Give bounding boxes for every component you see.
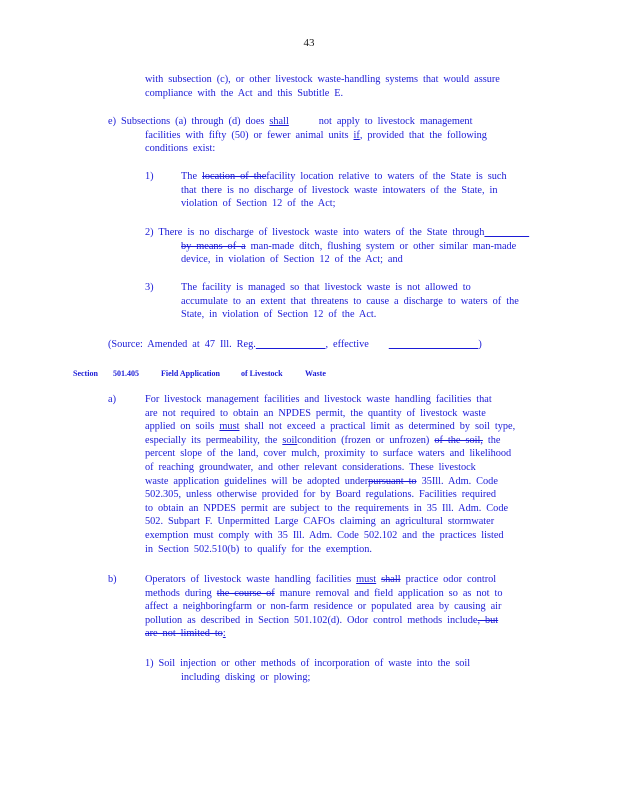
text-line: [145, 573, 529, 587]
text-run: The: [181, 171, 198, 182]
text-line: [145, 434, 529, 448]
text-line: conditions exist:: [145, 143, 216, 155]
deleted-text: are not limited to: [145, 628, 223, 640]
subsection-e-item-3: [181, 281, 539, 322]
inserted-text: must: [356, 574, 377, 585]
text-run: facility location relative to waters of the State is such: [266, 171, 507, 182]
text-line: [145, 420, 529, 434]
text-line: 1) Soil injection or other methods of incorporation of waste into the soil: [145, 658, 471, 669]
text-line: [145, 614, 529, 628]
text-run: practice odor control: [405, 574, 497, 585]
section-heading: [73, 367, 326, 381]
text-line: [145, 226, 535, 240]
page-number: 43: [303, 37, 315, 49]
inserted-blank: [484, 227, 529, 238]
text-run: manure removal and field application so as not to: [279, 587, 503, 599]
source-note: [108, 338, 482, 352]
text-run: condition (frozen or unfrozen): [297, 434, 430, 446]
paragraph-label: b): [108, 574, 117, 585]
subsection-e-mid: not apply to livestock management: [318, 116, 473, 127]
text-run: shall not exceed a practical limit as determined by soil type,: [244, 421, 516, 433]
section-title: Waste: [305, 369, 326, 378]
text-run: (Source: Amended at 47 Ill. Reg.: [108, 339, 256, 350]
item-label: 1): [145, 171, 154, 182]
text-run: , effective: [325, 339, 369, 350]
text-line: [145, 587, 529, 601]
text-line: that there is no discharge of livestock waste intowaters of the State, in: [181, 184, 498, 196]
text-line: The facility is managed so that livestock waste is not allowed to: [181, 282, 471, 293]
section-title: Field Application: [161, 369, 220, 378]
text-line: 502. Subpart F. Unpermitted Large CAFOs claiming an agricultural stormwater: [145, 516, 495, 528]
text-run: pollution as described in Section 501.102(d). Odor control methods include: [145, 614, 478, 626]
inserted-text: shall: [269, 116, 289, 127]
text-line: [145, 240, 535, 254]
paragraph-a: [145, 393, 529, 556]
text-line: [145, 627, 529, 641]
text-run: the: [487, 434, 501, 446]
section-word: Section: [73, 369, 98, 378]
text-run: facilities with fifty (50) or fewer animal units: [145, 129, 349, 141]
text-line: State, in violation of Section 12 of the Act.: [181, 309, 377, 321]
deleted-text: by means of a: [181, 240, 246, 252]
subsection-e-prefix: e) Subsections (a) through (d) does: [108, 116, 265, 127]
deleted-text: the course of: [216, 587, 275, 599]
section-title: of Livestock: [241, 369, 283, 378]
inserted-text: if: [353, 129, 360, 141]
text-line: exemption must comply with 35 Ill. Adm. Code 502.102 and the practices listed: [145, 529, 504, 541]
intro-paragraph: [145, 73, 529, 100]
text-line: of reaching groundwater, and other relevant considerations. These livestock: [145, 461, 476, 473]
text-run: 35Ill. Adm. Code: [421, 475, 498, 487]
text-line: 502.305, unless otherwise provided for by Board regulations. Facilities required: [145, 489, 497, 501]
text-line: to obtain an NPDES permit are subject to the requirements in 35 Ill. Adm. Code: [145, 502, 509, 514]
deleted-text: pursuant to: [368, 475, 417, 487]
text-line: affect a neighboringfarm or non-farm residence or populated area by causing air: [145, 601, 502, 613]
text-line: [108, 338, 482, 352]
paragraph-b: [145, 573, 529, 641]
subsection-e-item-1: [181, 170, 529, 211]
paragraph-b-item-1: [145, 657, 529, 684]
text-line: with subsection (c), or other livestock waste-handling systems that would assure: [145, 74, 500, 85]
subsection-e: [108, 115, 528, 156]
text-line: [108, 129, 528, 143]
paragraph-label: a): [108, 394, 116, 405]
subsection-e-item-2: [145, 226, 535, 267]
text-run: , provided that the following: [359, 129, 487, 141]
text-run: Operators of livestock waste handling facilities: [145, 574, 352, 585]
text-run: methods during: [145, 587, 212, 599]
inserted-text: soil: [282, 434, 298, 446]
text-line: are not required to obtain an NPDES permit, the quantity of livestock waste: [145, 407, 486, 419]
text-line: [108, 115, 528, 129]
deleted-text: location of the: [202, 171, 267, 182]
text-run: applied on soils: [145, 421, 215, 433]
text-line: [181, 170, 529, 184]
text-run: waste application guidelines will be adopted under: [145, 475, 369, 487]
text-line: For livestock management facilities and livestock waste handling facilities that: [145, 394, 492, 405]
blank-underline: [389, 339, 482, 350]
text-run: especially its permeability, the: [145, 434, 278, 446]
section-number: 501.405: [113, 369, 139, 378]
text-line: in Section 502.510(b) to qualify for the exemption.: [145, 543, 372, 555]
text-line: including disking or plowing;: [181, 671, 311, 683]
inserted-text: must: [219, 421, 240, 433]
text-line: violation of Section 12 of the Act;: [181, 198, 336, 210]
deleted-text: , but: [477, 614, 499, 626]
blank-underline: [256, 339, 326, 350]
text-line: accumulate to an extent that threatens to cause a discharge to waters of the: [181, 295, 519, 307]
item-label: 3): [145, 282, 154, 293]
text-line: [145, 475, 529, 489]
deleted-text: shall: [381, 574, 401, 585]
text-line: compliance with the Act and this Subtitle E.: [145, 87, 344, 99]
deleted-text: of the soil,: [434, 434, 483, 446]
text-run: man-made ditch, flushing system or other similar man-made: [250, 240, 517, 252]
text-line: percent slope of the land, cover mulch, proximity to surface waters and likelihood: [145, 448, 512, 460]
text-run: ): [478, 339, 482, 350]
text-run: 2) There is no discharge of livestock waste into waters of the State through: [145, 227, 485, 238]
text-line: device, in violation of Section 12 of the Act; and: [181, 254, 403, 266]
inserted-text: :: [222, 628, 226, 640]
